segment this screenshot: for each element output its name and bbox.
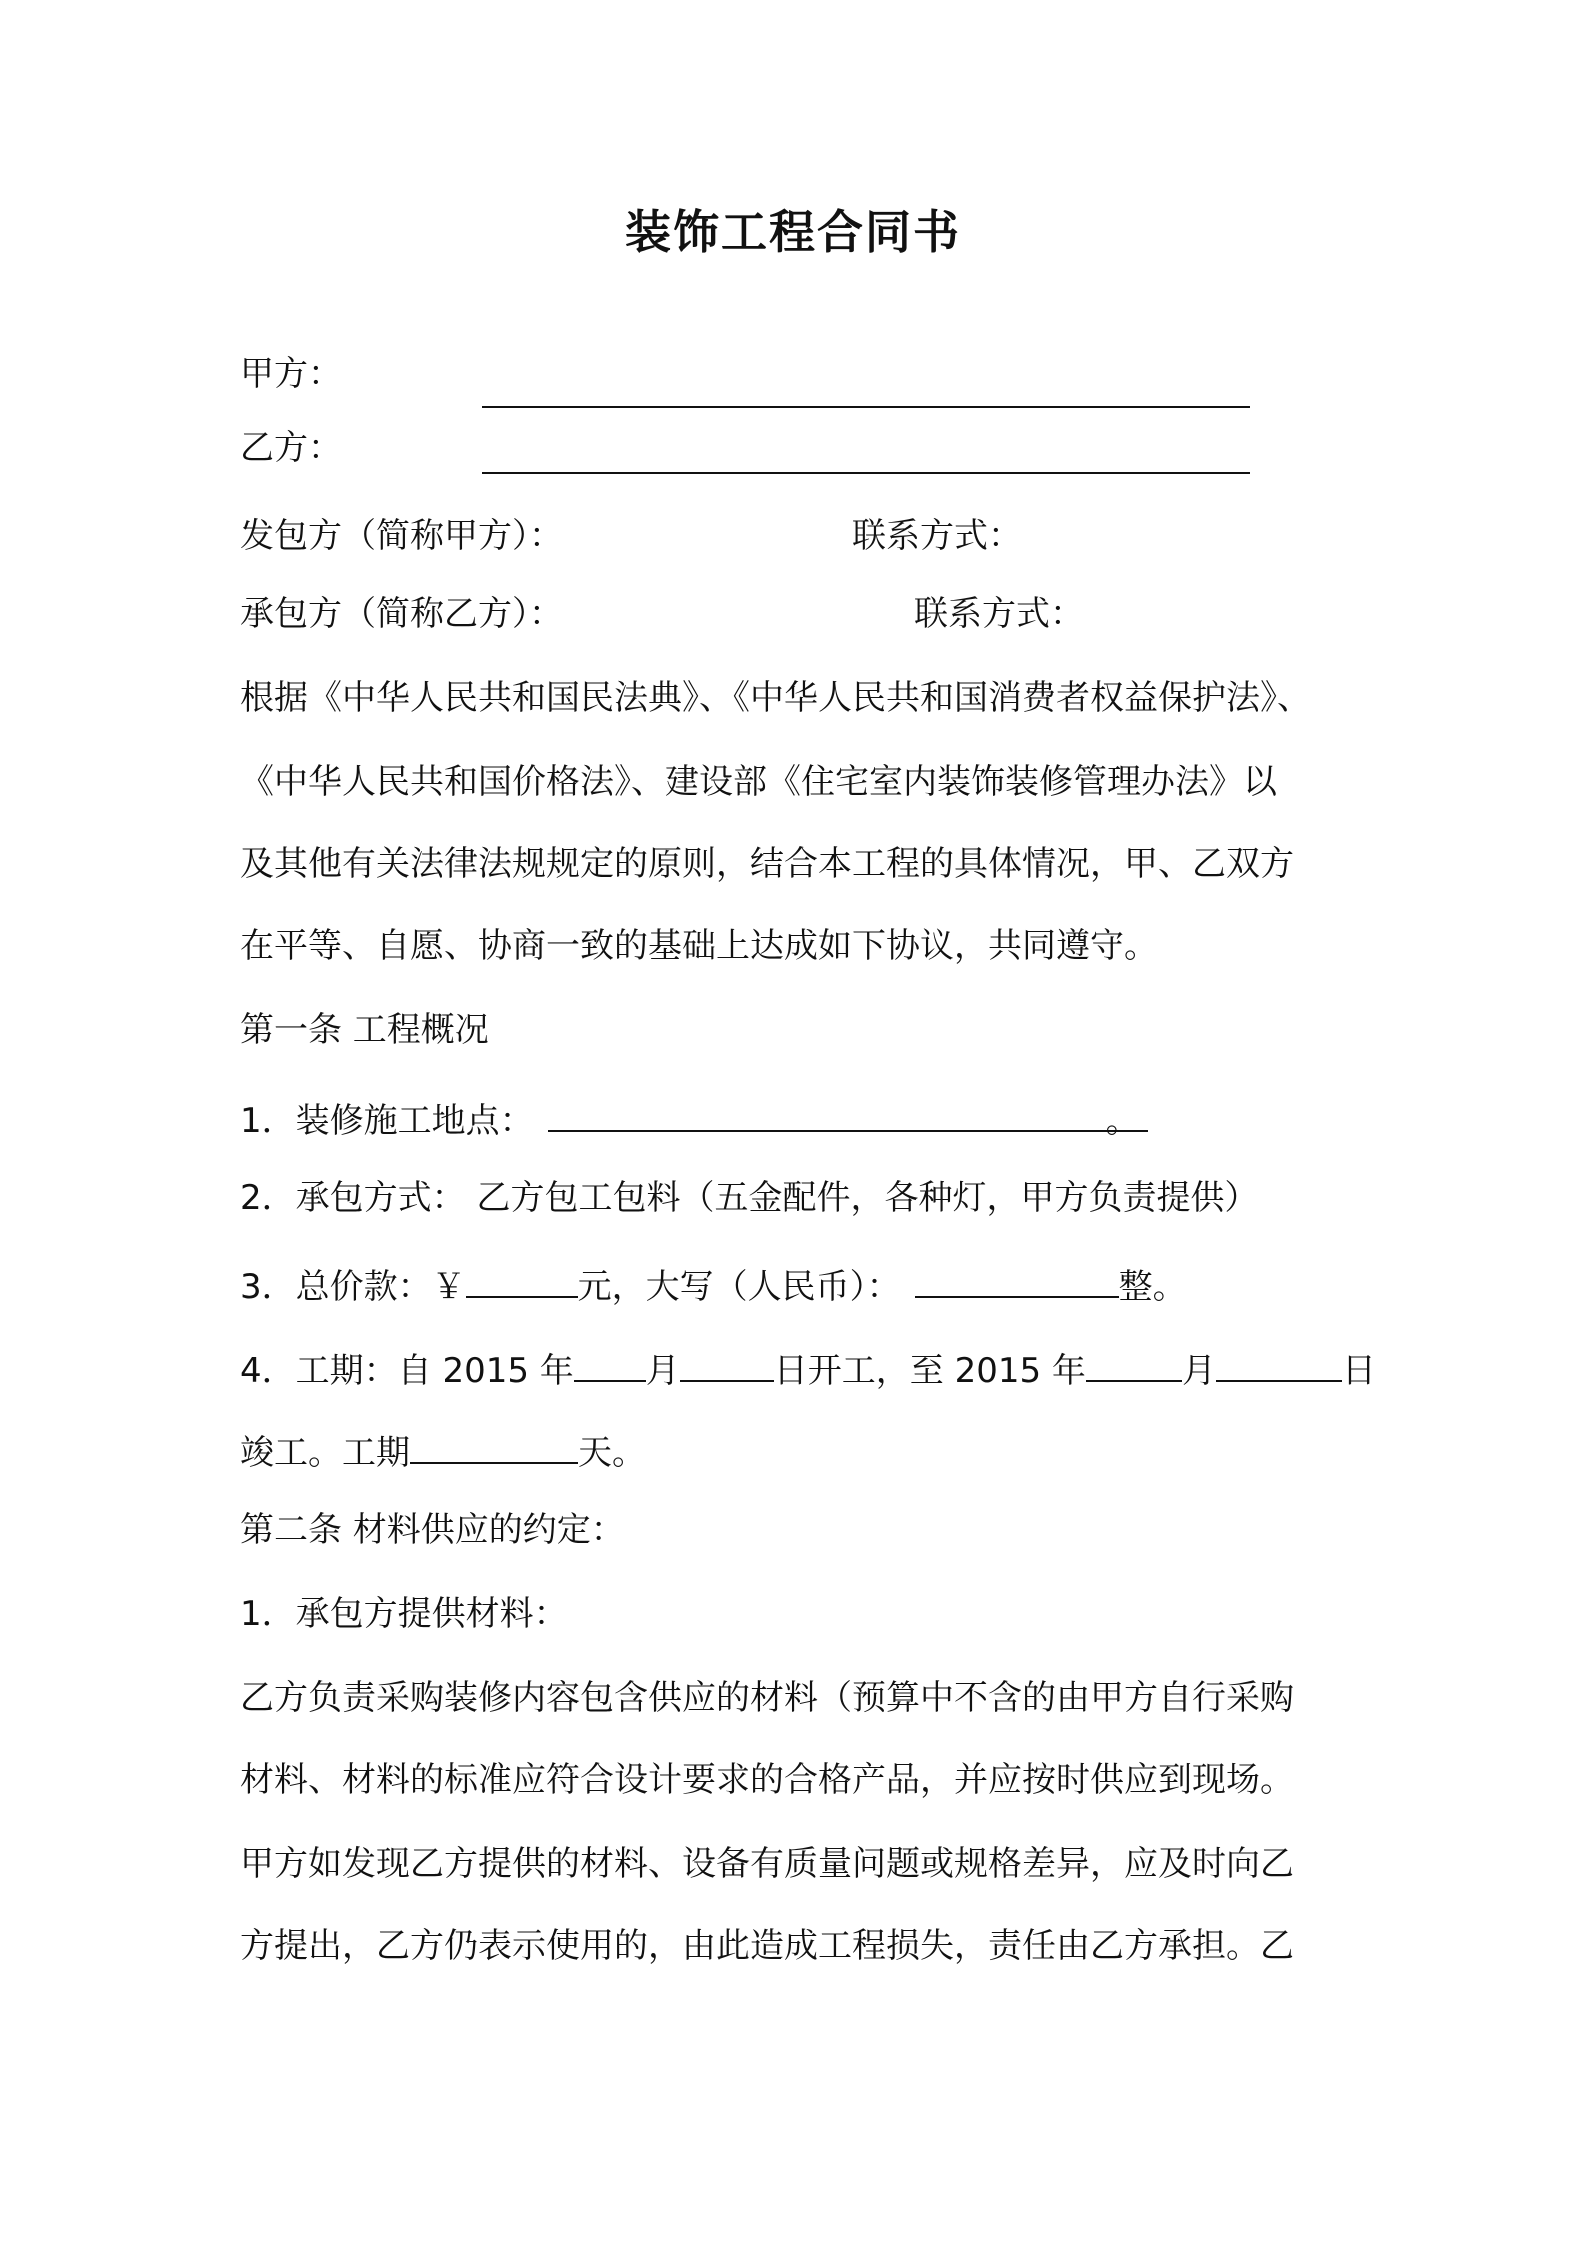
article-1-heading: 第一条 工程概况 [240,1010,489,1050]
item-3-mid: 元，大写（人民币）： [577,1267,901,1307]
item-4-day-label: 日 [1341,1351,1376,1391]
party-a-blank[interactable] [482,406,1250,408]
item-3-label: 3．总价款：￥ [240,1267,466,1307]
party-a-label: 甲方： [240,354,342,394]
document-title: 装饰工程合同书 [625,205,961,259]
article-1-item-4 [240,1342,1376,1393]
site-location-blank[interactable] [548,1092,1148,1132]
employer-contact-label: 联系方式： [852,516,1022,556]
item-4-month-label-2: 月 [1181,1351,1216,1391]
item-4-end-year: 日开工，至 2015 年 [773,1351,1086,1391]
end-day-blank[interactable] [1216,1342,1342,1382]
contractor-label: 承包方（简称乙方）： [240,594,563,634]
contractor-contact-label: 联系方式： [914,594,1084,634]
article-2-body-2: 材料、材料的标准应符合设计要求的合格产品，并应按时供应到现场。 [240,1760,1294,1800]
preamble-line-1: 根据《中华人民共和国民法典》、《中华人民共和国消费者权益保护法》、 [240,678,1311,718]
article-2-body-1: 乙方负责采购装修内容包含供应的材料（预算中不含的由甲方自行采购 [240,1678,1294,1718]
total-price-blank[interactable] [466,1258,578,1298]
item-4-completion: 竣工。工期 [240,1433,410,1473]
preamble-line-4: 在平等、自愿、协商一致的基础上达成如下协议，共同遵守。 [240,926,1158,966]
employer-label: 发包方（简称甲方）： [240,516,563,556]
article-1-item-3 [240,1258,1187,1309]
article-1-item-4-cont [240,1424,646,1475]
item-1-end: 。 [1105,1101,1140,1141]
item-3-end: 整。 [1118,1267,1187,1307]
item-4-month-label: 月 [645,1351,680,1391]
preamble-line-3: 及其他有关法律法规规定的原则，结合本工程的具体情况，甲、乙双方 [240,844,1294,884]
article-2-body-3: 甲方如发现乙方提供的材料、设备有质量问题或规格差异，应及时向乙 [240,1844,1294,1884]
article-1-item-1 [240,1092,1140,1143]
article-1-item-2: 2．承包方式： 乙方包工包料（五金配件，各种灯，甲方负责提供） [240,1178,1259,1218]
article-2-body-4: 方提出，乙方仍表示使用的，由此造成工程损失，责任由乙方承担。乙 [240,1926,1294,1966]
item-4-days-label: 天。 [578,1433,646,1473]
party-b-blank[interactable] [482,472,1250,474]
price-in-words-blank[interactable] [915,1258,1119,1298]
start-day-blank[interactable] [680,1342,774,1382]
preamble-line-2: 《中华人民共和国价格法》、建设部《住宅室内装饰装修管理办法》以 [240,762,1277,802]
duration-days-blank[interactable] [410,1424,578,1464]
article-2-item-1: 1．承包方提供材料： [240,1594,568,1634]
item-1-label: 1．装修施工地点： [240,1101,534,1141]
item-4-start-year: 4．工期：自 2015 年 [240,1351,574,1391]
start-month-blank[interactable] [574,1342,646,1382]
article-2-heading: 第二条 材料供应的约定： [240,1510,625,1550]
party-b-label: 乙方： [240,428,342,468]
end-month-blank[interactable] [1086,1342,1182,1382]
